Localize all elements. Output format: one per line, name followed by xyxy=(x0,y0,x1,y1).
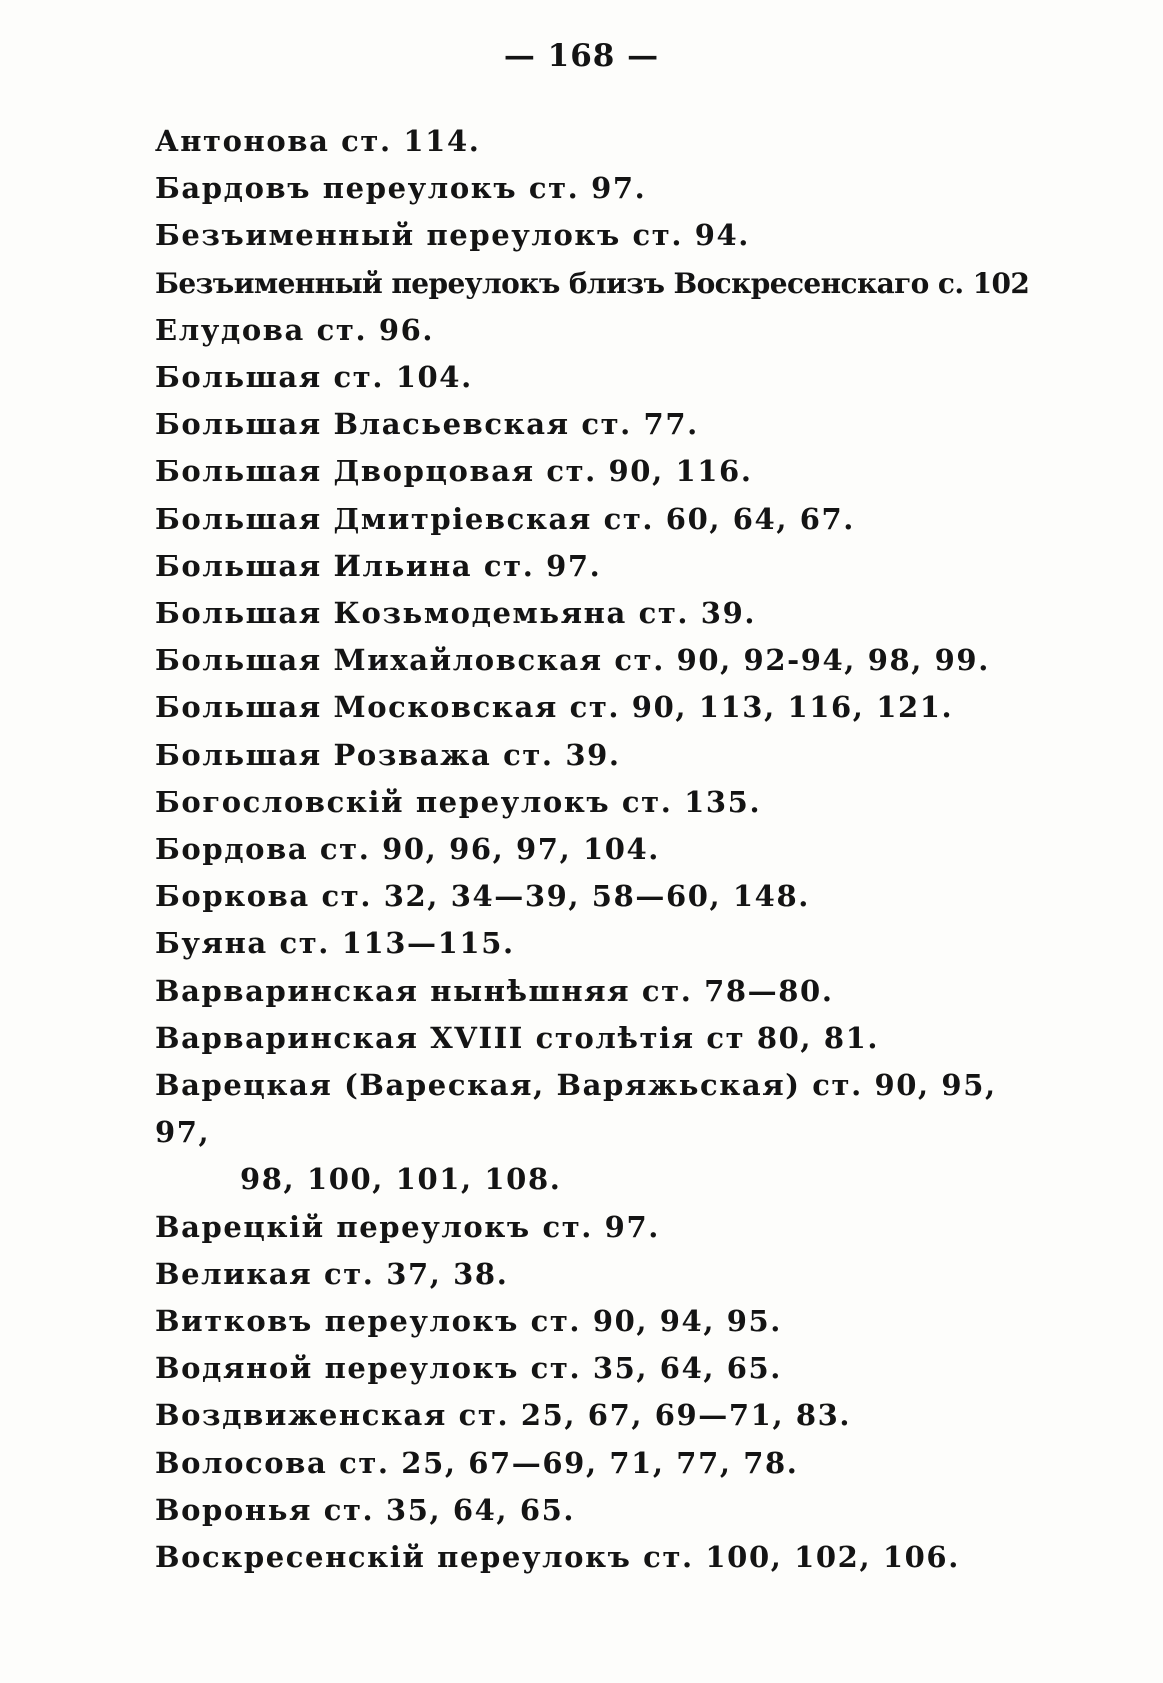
index-entry: Буяна ст. 113—115. xyxy=(155,926,515,961)
index-entry: Бордова ст. 90, 96, 97, 104. xyxy=(155,832,661,867)
page-number: — 168 — xyxy=(503,38,660,74)
index-entry: Богословскій переулокъ ст. 135. xyxy=(155,784,762,819)
index-entry: Большая Розважа ст. 39. xyxy=(155,737,621,772)
index-entry: Большая Козьмодемьяна ст. 39. xyxy=(155,596,757,631)
index-entry: Большая Власьевская ст. 77. xyxy=(155,407,699,442)
index-entry: Варваринская нынѣшняя ст. 78—80. xyxy=(155,973,834,1008)
index-entry: Варецкій переулокъ ст. 97. xyxy=(155,1209,660,1244)
index-entry: Воздвиженская ст. 25, 67, 69—71, 83. xyxy=(155,1398,852,1433)
index-entry: Воскресенскій переулокъ ст. 100, 102, 106. xyxy=(155,1540,960,1575)
index-entry: Безъименный переулокъ ст. 94. xyxy=(155,218,750,253)
index-entry: Варваринская XVIII столѣтія ст 80, 81. xyxy=(155,1020,880,1055)
index-entry: Большая ст. 104. xyxy=(155,360,473,395)
index-entry: Водяной переулокъ ст. 35, 64, 65. xyxy=(155,1351,782,1386)
index-entry: Воронья ст. 35, 64, 65. xyxy=(155,1492,576,1527)
index-entry: Большая Михайловская ст. 90, 92-94, 98, 99. xyxy=(155,643,990,678)
index-entry: Большая Московская ст. 90, 113, 116, 121. xyxy=(155,690,954,725)
index-entry: Безъименный переулокъ близъ Воскресенскаго с. 102 xyxy=(155,266,1030,300)
index-entry: Боркова ст. 32, 34—39, 58—60, 148. xyxy=(155,879,810,914)
index-entry: Великая ст. 37, 38. xyxy=(155,1256,509,1291)
index-entry: Антонова ст. 114. xyxy=(155,124,481,158)
index-entry xyxy=(155,1062,1035,1204)
index-entry: Большая Ильина ст. 97. xyxy=(155,548,602,583)
index-entry: Бардовъ переулокъ ст. 97. xyxy=(155,171,647,206)
index-entry: Витковъ переулокъ ст. 90, 94, 95. xyxy=(155,1304,782,1339)
street-index-list xyxy=(155,118,1035,1581)
index-entry: Большая Дмитріевская ст. 60, 64, 67. xyxy=(155,501,855,536)
index-entry: Волосова ст. 25, 67—69, 71, 77, 78. xyxy=(155,1445,799,1480)
index-entry-line: Варецкая (Вареская, Варяжьская) ст. 90, 95, 97, xyxy=(155,1068,997,1150)
index-entry: Большая Дворцовая ст. 90, 116. xyxy=(155,454,753,489)
index-entry: Елудова ст. 96. xyxy=(155,312,435,347)
index-entry-continuation: 98, 100, 101, 108. xyxy=(240,1162,562,1197)
